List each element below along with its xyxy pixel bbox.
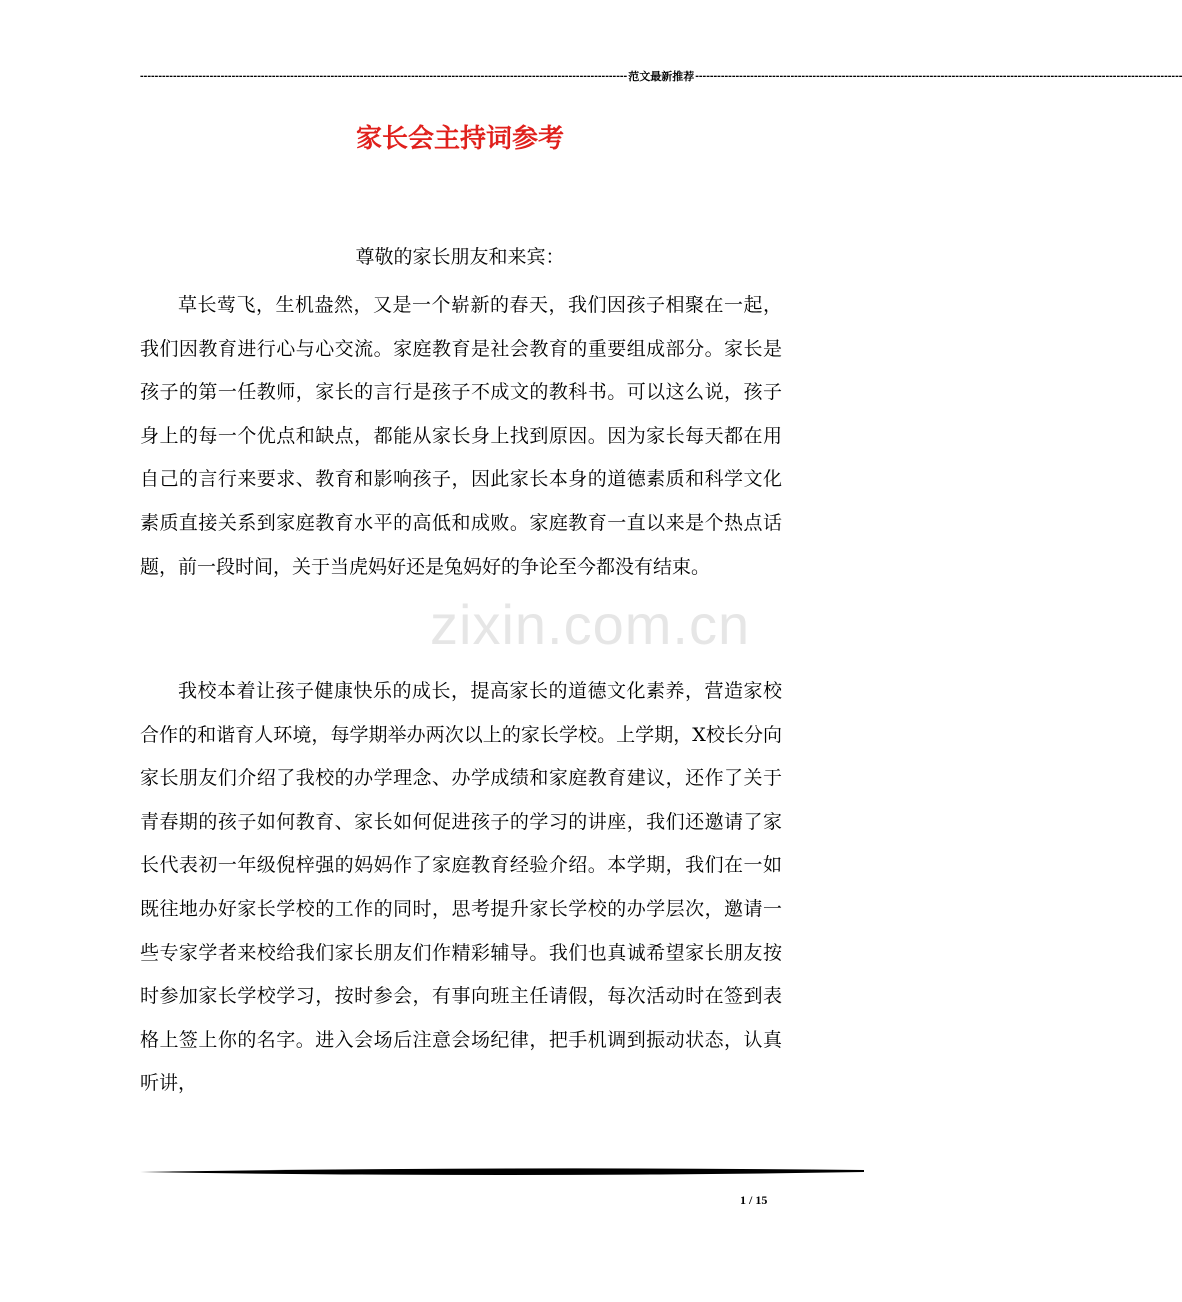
header-dashes-right: ------------------------------------------------------------------------------------------------------------------------------------- [695, 70, 1182, 82]
document-title: 家长会主持词参考 [355, 124, 564, 154]
paragraph-2: 我校本着让孩子健康快乐的成长，提高家长的道德文化素养，营造家校合作的和谐育人环境，每学期举办两次以上的家长学校。上学期，X校长分向家长朋友们介绍了我校的办学理念、办学成绩和家庭教育建议，还作了关于青春期的孩子如何教育、家长如何促进孩子的学习的讲座，我们还邀请了家长代表初一年级倪梓强的妈妈作了家庭教育经验介绍。本学期，我们在一如既往地办好家长学校的工作的同时，思考提升家长学校的办学层次，邀请一些专家学者来校给我们家长朋友们作精彩辅导。我们也真诚希望家长朋友按时参加家长学校学习，按时参会，有事向班主任请假，每次活动时在签到表格上签上你的名字。进入会场后注意会场纪律，把手机调到振动状态，认真听讲， [140, 680, 782, 1095]
footer-rule [140, 1166, 864, 1178]
salutation: 尊敬的家长朋友和来宾： [355, 246, 565, 268]
paragraph-1: 草长莺飞，生机盎然，又是一个崭新的春天，我们因孩子相聚在一起，我们因教育进行心与心交流。家庭教育是社会教育的重要组成部分。家长是孩子的第一任教师，家长的言行是孩子不成文的教科书。可以这么说，孩子身上的每一个优点和缺点，都能从家长身上找到原因。因为家长每天都在用自己的言行来要求、教育和影响孩子，因此家长本身的道德素质和科学文化素质直接关系到家庭教育水平的高低和成败。家庭教育一直以来是个热点话题，前一段时间，关于当虎妈好还是兔妈好的争论至今都没有结束。 [140, 294, 782, 578]
header-dashes-left: ------------------------------------------------------------------------------------------------------------------------------------- [140, 70, 628, 82]
page-header [140, 68, 1182, 84]
header-label: 范文最新推荐 [628, 71, 695, 83]
page-number: 1 / 15 [740, 1193, 768, 1207]
watermark: zixin.com.cn [430, 593, 751, 656]
